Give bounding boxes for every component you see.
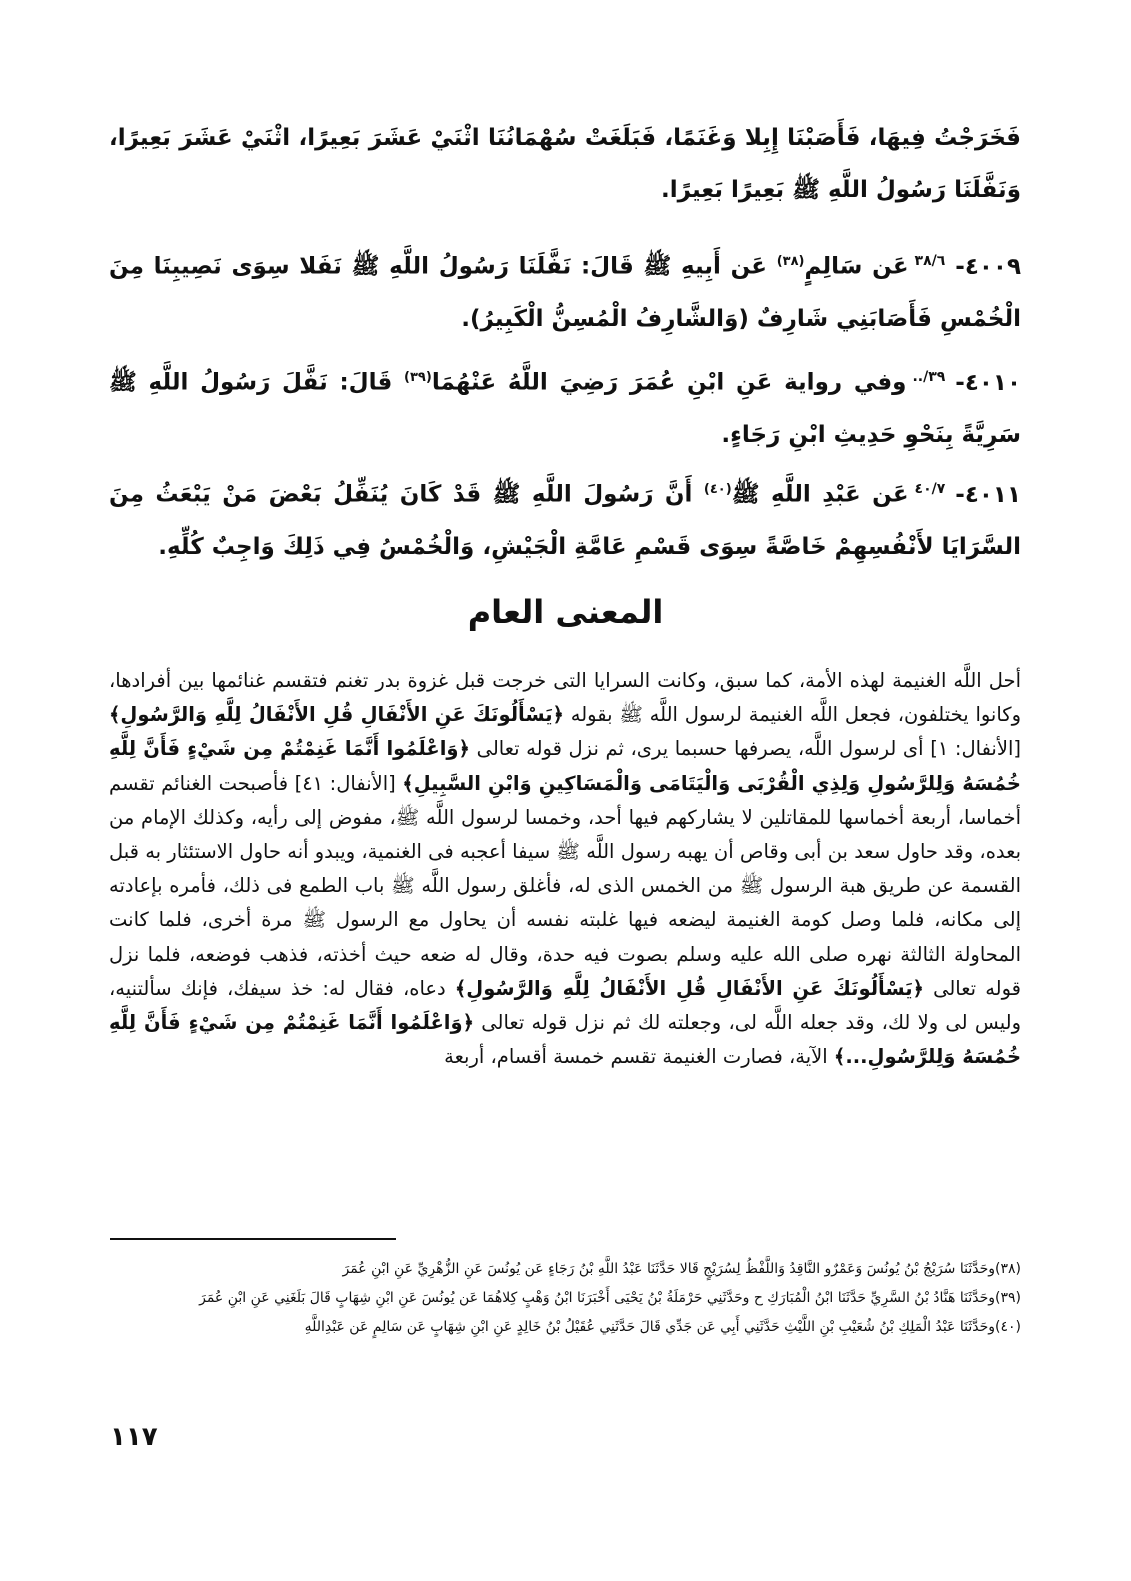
footnote-40: (٤٠)وحَدَّثَنَا عَبْدُ الْمَلِكِ بْنُ شُعَيْبِ بْنِ اللَّيْثِ حَدَّثَنِي أَبِي عَن جَدِّي قَالَ حَدَّثَنِي عُقَيْلُ بْنُ خَالِدٍ عَنِ ابْنِ شِهَابٍ عَن سَالِمٍ عَن عَبْدِاللَّهِ — [304, 1319, 1021, 1335]
hadith-text: قَالَ: نَفَّلَ رَسُولُ اللَّهِ ﷺ سَرِيَّةً بِنَحْوِ حَدِيثِ ابْنِ رَجَاءٍ. — [109, 369, 1021, 448]
footnote-divider — [110, 1238, 396, 1240]
footnote-ref: (٣٩) — [404, 370, 432, 385]
page-number: ١١٧ — [110, 1422, 158, 1452]
hadith-text: عَن أَبِيهِ ﷺ قَالَ: نَفَّلَنَا رَسُولُ اللَّهِ ﷺ نَفَلا سِوَى نَصِيبِنَا مِنَ الْخُمْسِ فَأَصَابَنِي شَارِفٌ (وَالشَّارِفُ الْمُسِنُّ الْكَبِيرُ). — [109, 253, 1021, 332]
footnote-ref: (٣٨) — [776, 254, 805, 269]
hadith-text: عَن سَالِمٍ — [804, 253, 909, 280]
hadith-subnumber: ٣٩/.. — [912, 369, 946, 385]
hadith-4010 — [109, 352, 1021, 461]
quran-verse: ﴿يَسْأَلُونَكَ عَنِ الأَنْفَالِ قُلِ الأَنْفَالُ لِلَّهِ وَالرَّسُولِ﴾ — [454, 976, 924, 1000]
section-title: المعنى العام — [467, 593, 664, 631]
commentary-text: أحل اللَّه الغنيمة لهذه الأمة، كما سبق، وكانت السرايا التى خرجت قبل غزوة بدر تغنم فتقسم غنائمها بين أفرادها، وكانوا يختلفون، فجعل اللَّه الغنيمة لرسول اللَّه ﷺ بقوله — [109, 669, 1022, 727]
hadith-continuation — [109, 112, 1021, 216]
hadith-subnumber: ٤٠/٧ — [914, 481, 946, 497]
quran-verse: ﴿وَاعْلَمُوا أَنَّمَا غَنِمْتُمْ مِن شَيْءٍ فَأَنَّ لِلَّهِ خُمُسَهُ وَلِلرَّسُولِ...﴾ — [109, 1011, 1021, 1069]
hadith-number: ٤٠١٠- — [955, 369, 1021, 396]
hadith-number: ٤٠٠٩- — [955, 253, 1021, 280]
hadith-text: فَخَرَجْتُ فِيهَا، فَأَصَبْنَا إِبِلا وَغَنَمًا، فَبَلَغَتْ سُهْمَانُنَا اثْنَيْ عَشَرَ بَعِيرًا، اثْنَيْ عَشَرَ بَعِيرًا، وَنَفَّلَنَا رَسُولُ اللَّهِ ﷺ بَعِيرًا بَعِيرًا. — [109, 125, 1021, 203]
footnotes — [109, 1256, 1021, 1343]
quran-verse: ﴿وَاعْلَمُوا أَنَّمَا غَنِمْتُمْ مِن شَيْءٍ فَأَنَّ لِلَّهِ خُمُسَهُ وَلِلرَّسُولِ وَلِذِي الْقُرْبَى وَالْيَتَامَى وَالْمَسَاكِينِ وَابْنِ السَّبِيلِ﴾ — [109, 737, 1021, 795]
commentary-text: دعاه، فقال له: خذ سيفك، فإنك سألتنيه، وليس لى ولا لك، وقد جعله اللَّه لى، وجعلته لك ثم نزل قوله تعالى — [109, 976, 1021, 1035]
footnote-39: (٣٩)وحَدَّثَنَا هَنَّادُ بْنُ السَّرِيِّ حَدَّثَنَا ابْنُ الْمُبَارَكِ ح وحَدَّثَنِي حَرْمَلَةُ بْنُ يَحْيَى أَخْبَرَنَا ابْنُ وَهْبٍ كِلاهُمَا عَن يُونُسَ عَنِ ابْنِ شِهَابٍ قَالَ بَلَغَنِي عَنِ ابْنِ عُمَرَ — [199, 1290, 1021, 1306]
commentary-paragraph — [109, 664, 1021, 1074]
hadith-subnumber: ٣٨/٦ — [914, 253, 946, 269]
commentary-text: [الأنفال: ٤١] فأصبحت الغنائم تقسم أخماسا، أربعة أخماسها للمقاتلين لا يشاركهم فيها أحد، وخمسا لرسول اللَّه ﷺ، مفوض إلى رأيه، وكذلك الإمام من بعده، وقد حاول سعد بن أبى وقاص أن يهبه رسول اللَّه ﷺ سيفا أعجبه فى الغنمية، ويبدو أنه حاول الاستئثار به قبل القسمة عن طريق هبة الرسول ﷺ من الخمس الذى له، فأغلق رسول اللَّه ﷺ باب الطمع فى ذلك، فأمره بإعادته إلى مكانه، فلما وصل كومة الغنيمة ليضعه فيها غلبته نفسه أن يحاول مع الرسول ﷺ مرة أخرى، فلما كانت المحاولة الثالثة نهره صلى الله عليه وسلم بصوت فيه حدة، وقال له ضعه حيث أخذته، فذهب فوضعه، فلما نزل قوله تعالى — [109, 771, 1021, 1000]
hadith-4011 — [109, 464, 1021, 573]
hadith-4009 — [109, 236, 1021, 345]
hadith-text: وفي رواية عَنِ ابْنِ عُمَرَ رَضِيَ اللَّهُ عَنْهُمَا — [431, 369, 907, 396]
quran-verse: ﴿يَسْأَلُونَكَ عَنِ الأَنْفَالِ قُلِ الأَنْفَالُ لِلَّهِ وَالرَّسُولِ﴾ — [109, 703, 564, 727]
hadith-text: عَن عَبْدِ اللَّهِ ﷺ — [731, 481, 909, 508]
hadith-number: ٤٠١١- — [955, 481, 1021, 508]
footnote-ref: (٤٠) — [703, 482, 732, 497]
footnote-38: (٣٨)وحَدَّثَنَا سُرَيْجُ بْنُ يُونُسَ وَعَمْرٌو النَّاقِدُ وَاللَّفْظُ لِسُرَيْجٍ قَالا حَدَّثَنَا عَبْدُ اللَّهِ بْنُ رَجَاءٍ عَن يُونُسَ عَنِ الزُّهْرِيِّ عَنِ ابْنِ عُمَرَ — [342, 1261, 1021, 1277]
hadith-text: أَنَّ رَسُولَ اللَّهِ ﷺ قَدْ كَانَ يُنَفِّلُ بَعْضَ مَنْ يَبْعَثُ مِنَ السَّرَايَا لأَنْفُسِهِمْ خَاصَّةً سِوَى قَسْمِ عَامَّةِ الْجَيْشِ، وَالْخُمْسُ فِي ذَلِكَ وَاجِبٌ كُلِّهِ. — [109, 481, 1021, 560]
commentary-text: الآية، فصارت الغنيمة تقسم خمسة أقسام، أربعة — [444, 1045, 828, 1069]
commentary-text: [الأنفال: ١] أى لرسول اللَّه، يصرفها حسبما يرى، ثم نزل قوله تعالى — [476, 737, 1022, 761]
